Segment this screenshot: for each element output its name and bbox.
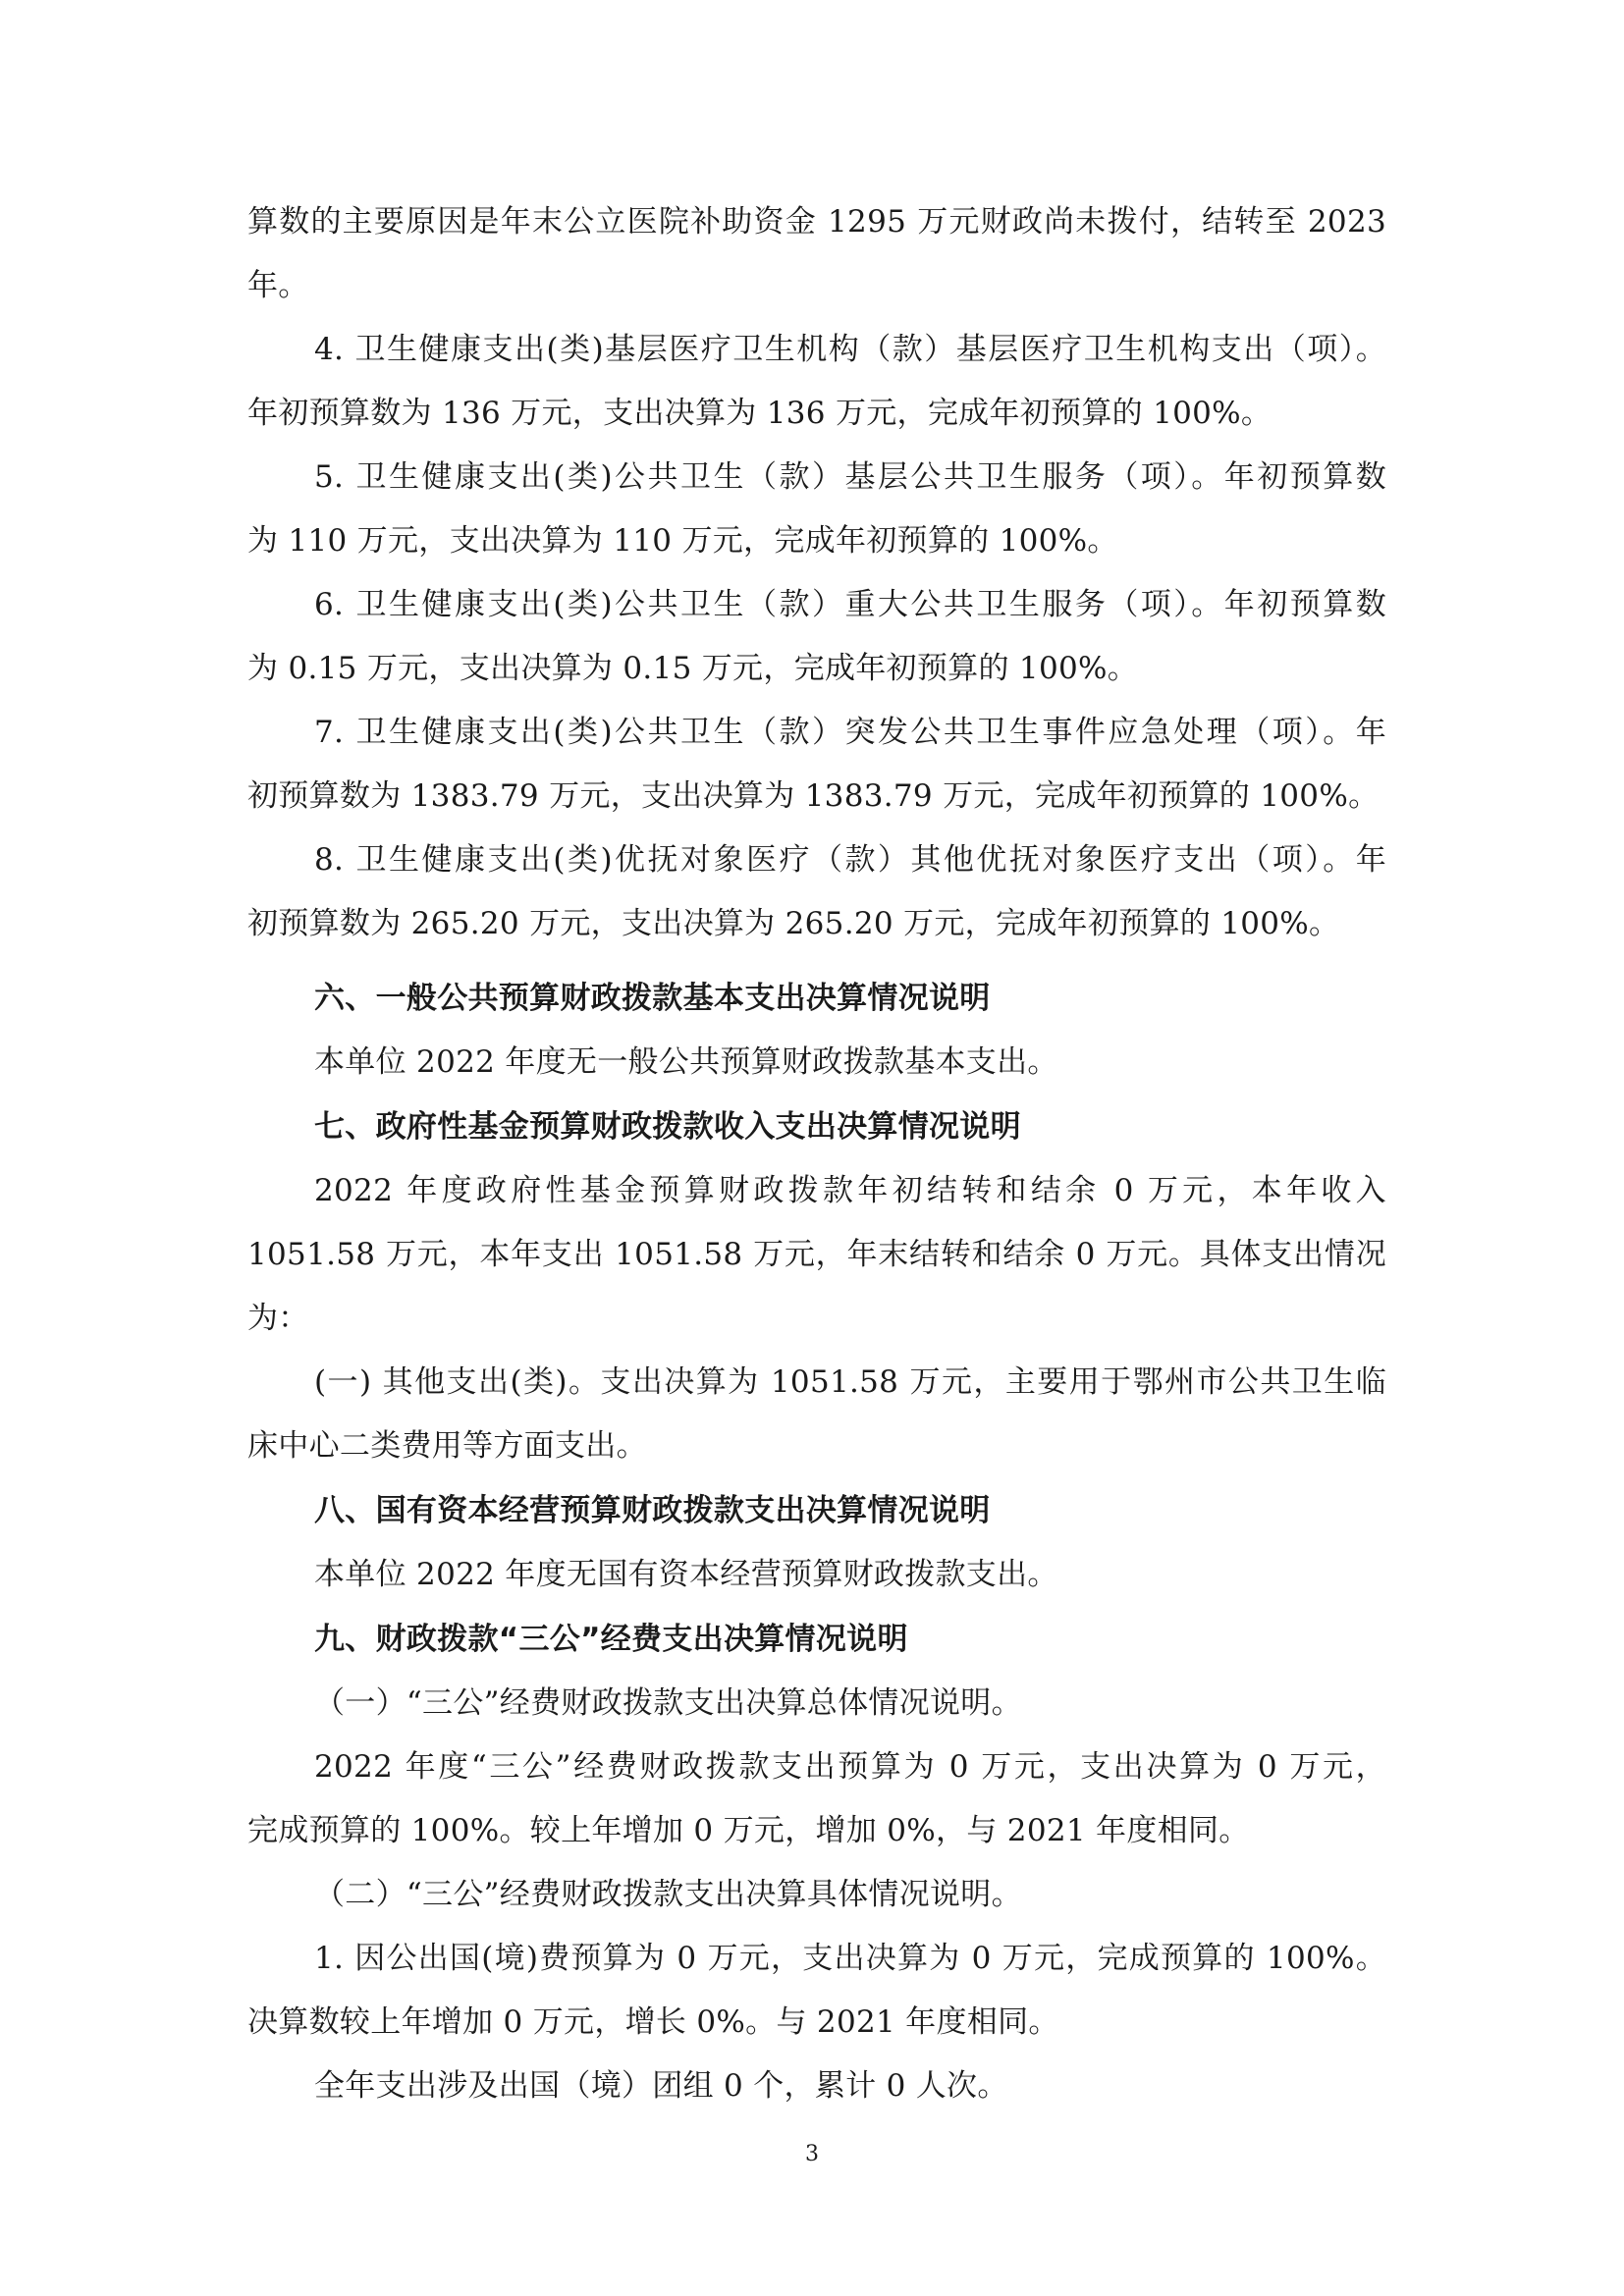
paragraph-line: 床中心二类费用等方面支出。 [247,1428,647,1464]
subsection-heading: （二）“三公”经费财政拨款支出决算具体情况说明。 [314,1877,1022,1912]
paragraph-line: 完成预算的 100%。较上年增加 0 万元，增加 0%，与 2021 年度相同。 [247,1813,1250,1848]
paragraph-line: 1051.58 万元，本年支出 1051.58 万元，年末结转和结余 0 万元。具体支出情况 [247,1237,1386,1272]
paragraph-line: 全年支出涉及出国（境）团组 0 个，累计 0 人次。 [314,2068,1008,2104]
paragraph-line: 7. 卫生健康支出(类)公共卫生（款）突发公共卫生事件应急处理（项）。年 [314,715,1386,750]
paragraph-line: 初预算数为 265.20 万元，支出决算为 265.20 万元，完成年初预算的 100%。 [247,906,1340,941]
paragraph-line: 8. 卫生健康支出(类)优抚对象医疗（款）其他优抚对象医疗支出（项）。年 [314,842,1386,878]
paragraph-line: 2022 年度政府性基金预算财政拨款年初结转和结余 0 万元，本年收入 [314,1173,1386,1208]
paragraph-line: 年。 [247,268,309,303]
section-heading: 八、国有资本经营预算财政拨款支出决算情况说明 [314,1493,991,1528]
paragraph-line: 初预算数为 1383.79 万元，支出决算为 1383.79 万元，完成年初预算的 100%。 [247,778,1380,814]
paragraph-line: 决算数较上年增加 0 万元，增长 0%。与 2021 年度相同。 [247,2004,1059,2040]
paragraph-line: 本单位 2022 年度无国有资本经营预算财政拨款支出。 [314,1557,1058,1592]
paragraph-line: (一) 其他支出(类)。支出决算为 1051.58 万元，主要用于鄂州市公共卫生临 [314,1364,1386,1400]
section-heading: 六、一般公共预算财政拨款基本支出决算情况说明 [314,981,991,1016]
paragraph-line: 本单位 2022 年度无一般公共预算财政拨款基本支出。 [314,1044,1058,1080]
section-heading: 九、财政拨款“三公”经费支出决算情况说明 [314,1622,908,1657]
paragraph-line: 为： [247,1301,309,1336]
paragraph-line: 年初预算数为 136 万元，支出决算为 136 万元，完成年初预算的 100%。 [247,396,1272,431]
paragraph-line: 1. 因公出国(境)费预算为 0 万元，支出决算为 0 万元，完成预算的 100%。 [314,1941,1386,1976]
section-heading: 七、政府性基金预算财政拨款收入支出决算情况说明 [314,1109,1021,1145]
paragraph-line: 5. 卫生健康支出(类)公共卫生（款）基层公共卫生服务（项）。年初预算数 [314,459,1386,495]
paragraph-line: 2022 年度“三公”经费财政拨款支出预算为 0 万元，支出决算为 0 万元， [314,1749,1386,1785]
paragraph-line: 算数的主要原因是年末公立医院补助资金 1295 万元财政尚未拨付，结转至 2023 [247,204,1386,240]
page-number: 3 [805,2142,819,2166]
paragraph-line: 4. 卫生健康支出(类)基层医疗卫生机构（款）基层医疗卫生机构支出（项）。 [314,332,1386,367]
subsection-heading: （一）“三公”经费财政拨款支出决算总体情况说明。 [314,1685,1022,1721]
paragraph-line: 为 110 万元，支出决算为 110 万元，完成年初预算的 100%。 [247,523,1118,559]
paragraph-line: 6. 卫生健康支出(类)公共卫生（款）重大公共卫生服务（项）。年初预算数 [314,587,1386,622]
paragraph-line: 为 0.15 万元，支出决算为 0.15 万元，完成年初预算的 100%。 [247,651,1139,686]
